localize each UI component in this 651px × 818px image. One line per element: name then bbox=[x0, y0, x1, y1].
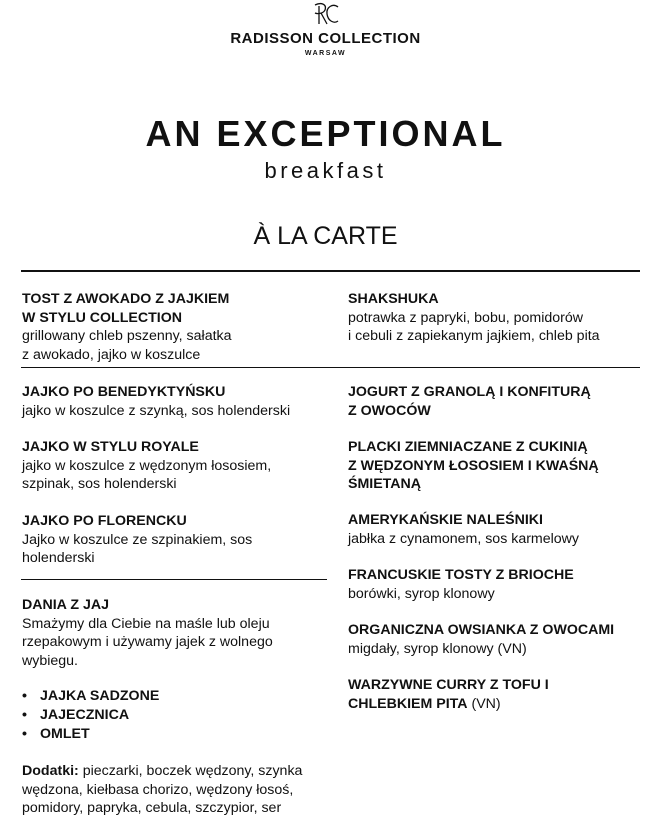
item-desc: jabłka z cynamonem, sos karmelowy bbox=[348, 530, 580, 547]
menu-item-royale bbox=[22, 438, 322, 494]
menu-item-tofu-curry bbox=[348, 676, 638, 713]
vegan-tag: (VN) bbox=[467, 695, 501, 712]
item-title: JOGURT Z GRANOLĄ I KONFITURĄ bbox=[348, 384, 591, 400]
menu-item-florentine bbox=[22, 512, 322, 568]
menu-item-avocado-toast bbox=[22, 290, 322, 364]
menu-item-yogurt bbox=[348, 383, 638, 420]
bullet-icon: • bbox=[22, 726, 27, 742]
page-headline: AN EXCEPTIONAL bbox=[145, 113, 506, 154]
item-desc: wybiegu. bbox=[22, 652, 78, 669]
menu-item-pancakes bbox=[348, 511, 638, 548]
item-desc: potrawka z papryki, bobu, pomidorów bbox=[348, 309, 584, 326]
item-desc: jajko w koszulce z wędzonym łososiem, bbox=[22, 457, 272, 474]
option-label: JAJECZNICA bbox=[40, 707, 130, 723]
item-title: ORGANICZNA OWSIANKA Z OWOCAMI bbox=[348, 622, 615, 638]
row-divider bbox=[21, 367, 640, 368]
item-title: JAJKO W STYLU ROYALE bbox=[22, 439, 199, 455]
menu-item-porridge bbox=[348, 621, 638, 658]
item-title: SHAKSHUKA bbox=[348, 291, 439, 307]
list-item bbox=[22, 687, 159, 706]
brand-name: RADISSON COLLECTION bbox=[230, 30, 421, 47]
item-title: FRANCUSKIE TOSTY Z BRIOCHE bbox=[348, 567, 574, 583]
item-title-line bbox=[348, 696, 501, 712]
top-divider bbox=[21, 270, 640, 272]
column-divider bbox=[21, 579, 327, 580]
extras-label: Dodatki: bbox=[22, 763, 79, 779]
item-title: DANIA Z JAJ bbox=[22, 597, 109, 613]
item-title: TOST Z AWOKADO Z JAJKIEM bbox=[22, 291, 230, 307]
item-desc: grillowany chleb pszenny, sałatka bbox=[22, 328, 232, 344]
menu-item-shakshuka bbox=[348, 290, 638, 346]
extras-line: pieczarki, boczek wędzony, szynka bbox=[78, 763, 303, 779]
item-title: W STYLU COLLECTION bbox=[22, 309, 182, 326]
option-label: OMLET bbox=[40, 726, 90, 742]
bullet-icon: • bbox=[22, 688, 27, 704]
page-subheadline: breakfast bbox=[264, 158, 387, 183]
item-title: CHLEBKIEM PITA bbox=[348, 695, 468, 712]
egg-options-list bbox=[22, 687, 159, 744]
rc-monogram-icon bbox=[311, 2, 341, 26]
item-desc: jajko w koszulce z szynką, sos holenderski bbox=[22, 402, 291, 419]
item-title: ŚMIETANĄ bbox=[348, 476, 422, 492]
brand-logo bbox=[0, 2, 651, 57]
menu-item-eggs bbox=[22, 596, 322, 670]
menu-item-potato-pancakes bbox=[348, 438, 638, 494]
list-item bbox=[22, 725, 159, 744]
item-desc: z awokado, jajko w koszulce bbox=[22, 346, 201, 363]
item-desc: szpinak, sos holenderski bbox=[22, 476, 177, 492]
brand-city: WARSAW bbox=[304, 50, 347, 57]
item-desc: Smażymy dla Ciebie na maśle lub oleju bbox=[22, 615, 270, 632]
menu-item-benedict bbox=[22, 383, 322, 420]
item-title: Z WĘDZONYM ŁOSOSIEM I KWAŚNĄ bbox=[348, 457, 599, 474]
item-title: PLACKI ZIEMNIACZANE Z CUKINIĄ bbox=[348, 439, 588, 455]
item-desc: Jajko w koszulce ze szpinakiem, sos bbox=[22, 531, 253, 548]
item-desc: rzepakowym i używamy jajek z wolnego bbox=[22, 634, 273, 650]
bullet-icon: • bbox=[22, 707, 27, 723]
option-label: JAJKA SADZONE bbox=[40, 688, 160, 704]
section-title: À LA CARTE bbox=[253, 222, 398, 250]
menu-item-french-toast bbox=[348, 566, 638, 603]
extras-text bbox=[22, 762, 328, 818]
item-title: JAJKO PO FLORENCKU bbox=[22, 513, 187, 529]
item-title: AMERYKAŃSKIE NALEŚNIKI bbox=[348, 512, 543, 528]
item-desc: holenderski bbox=[22, 550, 95, 566]
item-desc: i cebuli z zapiekanym jajkiem, chleb pita bbox=[348, 328, 600, 344]
extras-line: pomidory, papryka, cebula, szczypior, ser bbox=[22, 800, 282, 816]
extras-line: wędzona, kiełbasa chorizo, wędzony łosoś, bbox=[22, 781, 294, 798]
list-item bbox=[22, 706, 159, 725]
item-title: JAJKO PO BENEDYKTYŃSKU bbox=[22, 384, 226, 400]
item-desc: borówki, syrop klonowy bbox=[348, 585, 495, 602]
item-title: Z OWOCÓW bbox=[348, 402, 431, 419]
item-desc: migdały, syrop klonowy (VN) bbox=[348, 640, 527, 657]
item-title: WARZYWNE CURRY Z TOFU I bbox=[348, 677, 549, 693]
